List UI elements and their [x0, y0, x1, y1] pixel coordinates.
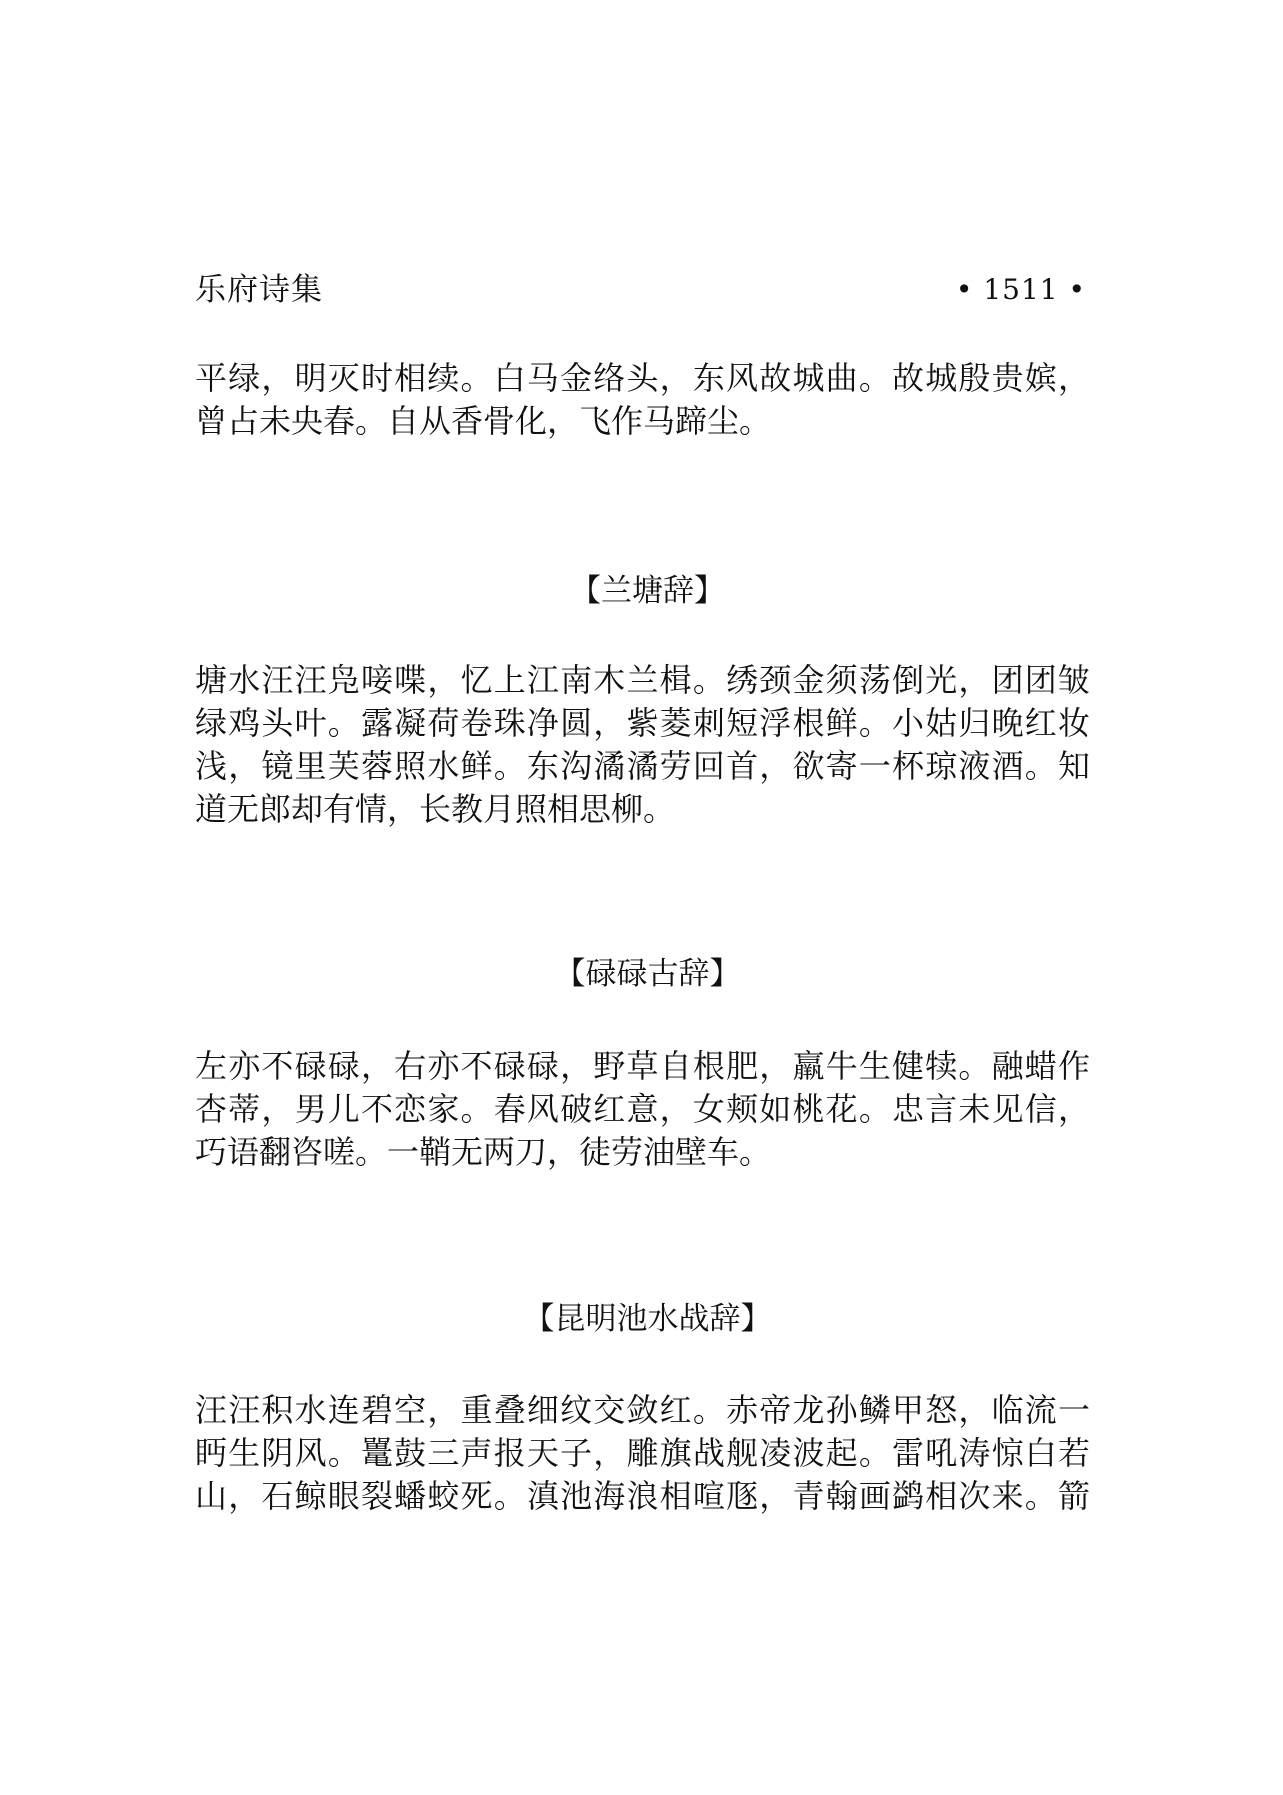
text-line: 眄生阴风。鼍鼓三声报天子，雕旗战舰凌波起。雷吼涛惊白若 — [195, 1434, 1090, 1472]
book-title: 乐府诗集 — [195, 272, 323, 308]
text-line: 平绿，明灭时相续。白马金络头，东风故城曲。故城殷贵嫔， — [195, 359, 1090, 397]
running-header — [195, 270, 1090, 310]
text-line: 曾占未央春。自从香骨化，飞作马蹄尘。 — [195, 402, 772, 440]
text-line: 浅，镜里芙蓉照水鲜。东沟潏潏劳回首，欲寄一杯琼液酒。知 — [195, 747, 1090, 785]
text-line: 山，石鲸眼裂蟠蛟死。滇池海浪相喧豗，青翰画鹢相次来。箭 — [195, 1477, 1090, 1515]
text-line: 左亦不碌碌，右亦不碌碌，野草自根肥，羸牛生健犊。融蜡作 — [195, 1047, 1090, 1085]
text-line: 杏蒂，男儿不恋家。春风破红意，女颊如桃花。忠言未见信， — [195, 1090, 1090, 1128]
text-line: 道无郎却有情，长教月照相思柳。 — [195, 790, 676, 828]
poem-body — [195, 1389, 1090, 1518]
poem-title: 【碌碌古辞】 — [554, 956, 741, 992]
poem-body — [195, 357, 1090, 443]
text-line: 塘水汪汪凫唼喋，忆上江南木兰楫。绣颈金须荡倒光，团团皱 — [195, 661, 1090, 699]
poem-title: 【昆明池水战辞】 — [523, 1301, 772, 1337]
poem-body — [195, 1045, 1090, 1174]
poem-body — [195, 659, 1090, 831]
page-number: • 1511 • — [955, 273, 1086, 306]
text-line: 绿鸡头叶。露凝荷卷珠净圆，紫菱刺短浮根鲜。小姑归晚红妆 — [195, 704, 1090, 742]
poem-title: 【兰塘辞】 — [570, 573, 725, 609]
text-line: 汪汪积水连碧空，重叠细纹交敛红。赤帝龙孙鳞甲怒，临流一 — [195, 1391, 1090, 1429]
text-line: 巧语翻咨嗟。一鞘无两刀，徒劳油壁车。 — [195, 1133, 772, 1171]
